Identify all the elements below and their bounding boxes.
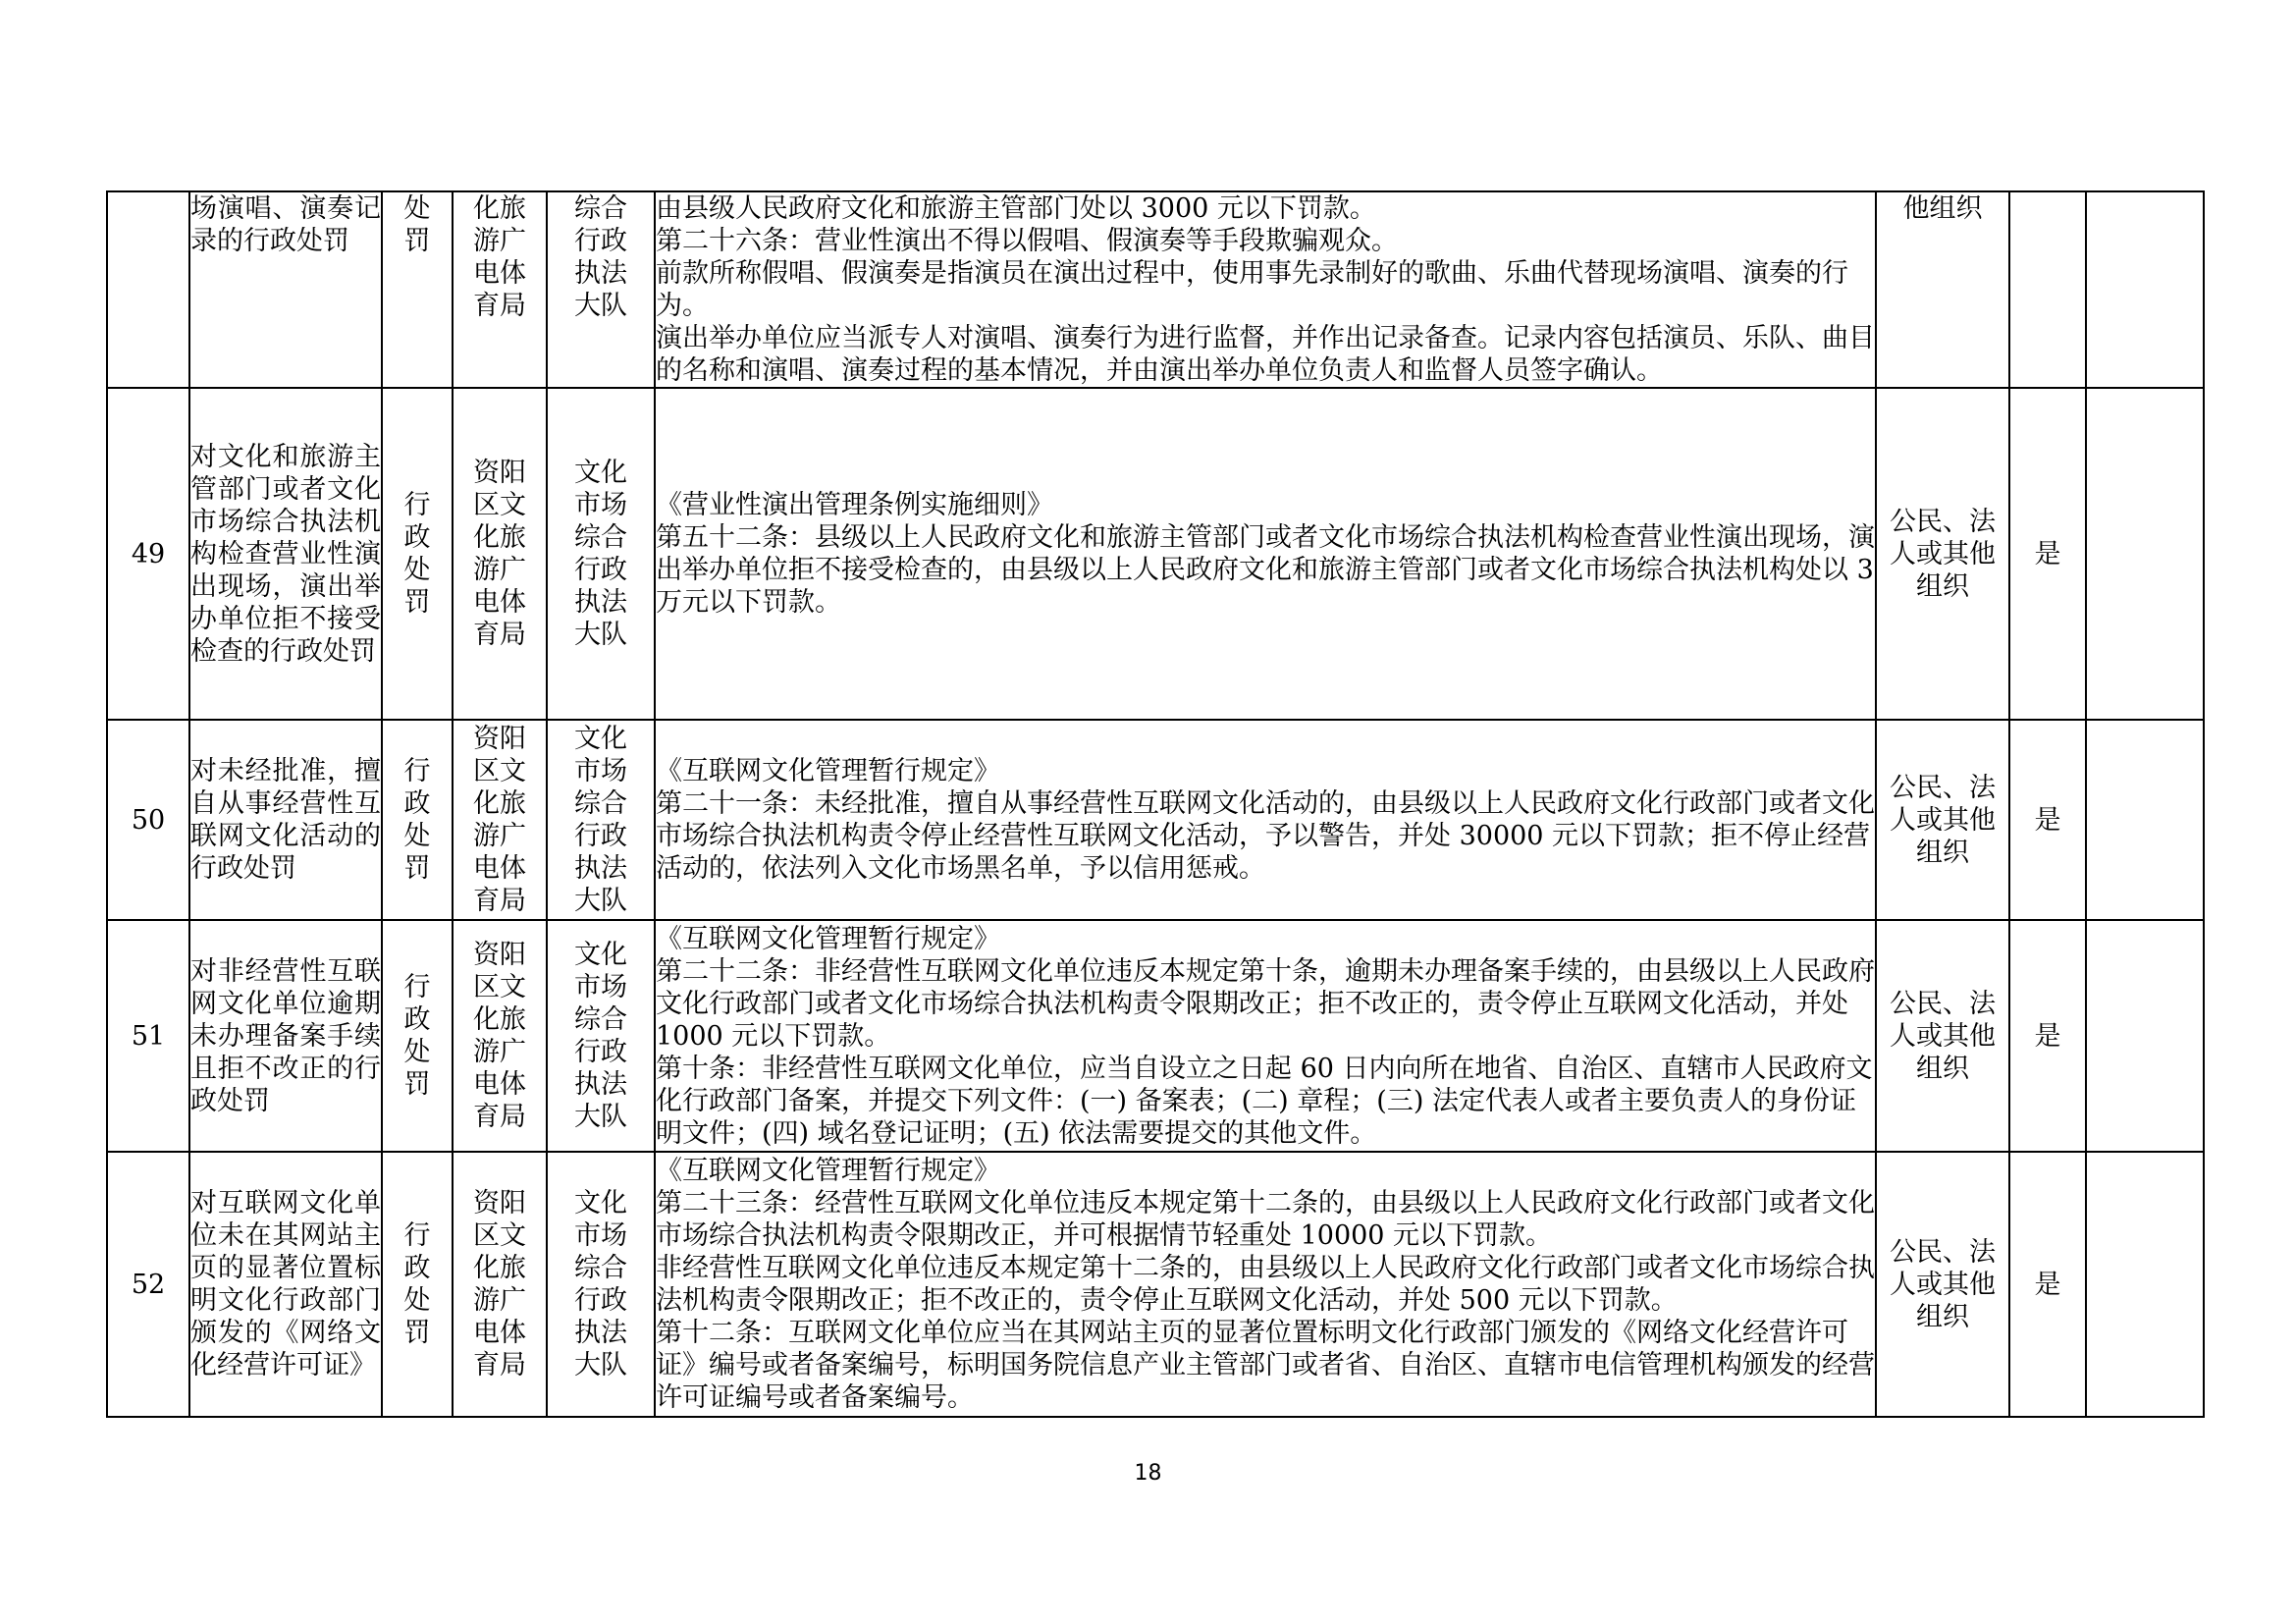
implementing-unit-line: 育局 [473,1102,526,1132]
responsible-department-line: 行政 [574,1037,627,1067]
table-row [107,1152,2204,1417]
legal-basis-paragraph: 前款所称假唱、假演奏是指演员在演出过程中，使用事先录制好的歌曲、乐曲代替现场演唱、演奏的行为。 [656,258,1848,321]
responsible-department-line: 执法 [574,1069,627,1100]
responsible-department-line: 大队 [574,1102,627,1132]
responsible-department-line: 综合 [574,788,627,819]
implementing-unit-line: 化旅 [473,193,526,224]
responsible-department [547,1152,655,1417]
item-type-char: 处 [403,1285,431,1316]
item-type-char: 政 [403,1253,431,1283]
target-object: 公民、法人或其他组织 [1876,920,2009,1152]
legal-basis-paragraph: 《互联网文化管理暂行规定》 [656,1156,1000,1186]
responsible-department-line: 执法 [574,853,627,884]
implementing-unit-line: 资阳 [473,940,526,970]
legal-basis [655,388,1876,720]
implementing-unit-line: 游广 [473,226,526,256]
responsible-department-line: 行政 [574,821,627,851]
implementing-unit-line: 游广 [473,1037,526,1067]
responsible-department-line: 大队 [574,886,627,916]
implementing-unit-line: 区文 [473,756,526,786]
legal-basis-paragraph: 第二十六条：营业性演出不得以假唱、假演奏等手段欺骗观众。 [656,226,1398,256]
table-row [107,191,2204,388]
legal-basis-paragraph: 第十二条：互联网文化单位应当在其网站主页的显著位置标明文化行政部门颁发的《网络文化经营许可证》编号或者备案编号，标明国务院信息产业主管部门或者省、自治区、直辖市电信管理机构颁发的经营许可证编号或者备案编号。 [656,1318,1875,1413]
implementing-unit-line: 育局 [473,291,526,321]
item-type-char: 政 [403,1004,431,1035]
legal-basis [655,191,1876,388]
implementing-unit-line: 游广 [473,1285,526,1316]
responsible-department-line: 市场 [574,972,627,1002]
item-type [382,388,453,720]
legal-basis [655,920,1876,1152]
implementing-unit-line: 资阳 [473,458,526,488]
item-type [382,920,453,1152]
responsible-department [547,920,655,1152]
implementing-unit-line: 区文 [473,490,526,520]
applicable-flag: 是 [2009,720,2086,920]
row-number [107,191,189,388]
row-number: 51 [107,920,189,1152]
implementing-unit-line: 电体 [473,258,526,289]
legal-basis-paragraph: 《营业性演出管理条例实施细则》 [656,490,1053,520]
item-type-char: 行 [403,490,431,520]
target-object: 他组织 [1876,191,2009,388]
responsible-department [547,720,655,920]
punishment-table [106,190,2205,1418]
applicable-flag: 是 [2009,1152,2086,1417]
item-type-char: 行 [403,1220,431,1251]
item-type-char: 罚 [403,1069,431,1100]
implementing-unit-line: 资阳 [473,724,526,754]
applicable-flag: 是 [2009,920,2086,1152]
responsible-department-line: 行政 [574,1285,627,1316]
row-number: 50 [107,720,189,920]
remarks-cell [2086,920,2204,1152]
row-number: 49 [107,388,189,720]
responsible-department-line: 市场 [574,490,627,520]
page-number: 18 [1134,1461,1162,1486]
responsible-department [547,388,655,720]
responsible-department-line: 文化 [574,940,627,970]
item-type [382,720,453,920]
responsible-department-line: 综合 [574,522,627,553]
legal-basis-paragraph: 《互联网文化管理暂行规定》 [656,923,1000,954]
item-type-char: 处 [403,1037,431,1067]
responsible-department-line: 执法 [574,1318,627,1348]
item-type-char: 处 [403,821,431,851]
implementing-unit-line: 区文 [473,1220,526,1251]
applicable-flag: 是 [2009,388,2086,720]
implementing-unit-line: 化旅 [473,788,526,819]
table-row [107,920,2204,1152]
item-name: 场演唱、演奏记录的行政处罚 [189,191,382,388]
item-name: 对非经营性互联网文化单位逾期未办理备案手续且拒不改正的行政处罚 [189,920,382,1152]
target-object: 公民、法人或其他组织 [1876,388,2009,720]
item-name: 对文化和旅游主管部门或者文化市场综合执法机构检查营业性演出现场，演出举办单位拒不接受检查的行政处罚 [189,388,382,720]
item-name: 对互联网文化单位未在其网站主页的显著位置标明文化行政部门颁发的《网络文化经营许可证》 [189,1152,382,1417]
legal-basis-paragraph: 非经营性互联网文化单位违反本规定第十二条的，由县级以上人民政府文化行政部门或者文化市场综合执法机构责令限期改正；拒不改正的，责令停止互联网文化活动，并处 500 元以下罚款。 [656,1253,1875,1316]
legal-basis-paragraph: 第十条：非经营性互联网文化单位，应当自设立之日起 60 日内向所在地省、自治区、直辖市人民政府文化行政部门备案，并提交下列文件：(一) 备案表；(二) 章程；(三) 法定代表人或者主要负责人的身份证明文件；(四) 域名登记证明；(五) 依法需要提交的其他文件。 [656,1053,1873,1149]
table-row [107,720,2204,920]
implementing-unit [453,1152,547,1417]
responsible-department-line: 文化 [574,1188,627,1218]
item-type-char: 行 [403,972,431,1002]
item-type [382,191,453,388]
responsible-department-line: 行政 [574,226,627,256]
item-type-char: 政 [403,788,431,819]
implementing-unit-line: 电体 [473,587,526,618]
item-type-char: 处 [403,193,431,224]
responsible-department-line: 大队 [574,620,627,650]
target-object: 公民、法人或其他组织 [1876,1152,2009,1417]
implementing-unit [453,720,547,920]
implementing-unit-line: 区文 [473,972,526,1002]
implementing-unit-line: 游广 [473,555,526,585]
responsible-department-line: 综合 [574,193,627,224]
implementing-unit-line: 育局 [473,1350,526,1380]
legal-basis [655,1152,1876,1417]
implementing-unit-line: 育局 [473,886,526,916]
responsible-department [547,191,655,388]
implementing-unit-line: 游广 [473,821,526,851]
item-type [382,1152,453,1417]
item-type-char: 行 [403,756,431,786]
responsible-department-line: 行政 [574,555,627,585]
legal-basis [655,720,1876,920]
implementing-unit-line: 电体 [473,1318,526,1348]
implementing-unit-line: 电体 [473,853,526,884]
remarks-cell [2086,1152,2204,1417]
implementing-unit [453,191,547,388]
implementing-unit-line: 化旅 [473,522,526,553]
responsible-department-line: 综合 [574,1004,627,1035]
item-type-char: 罚 [403,1318,431,1348]
item-type-char: 罚 [403,226,431,256]
implementing-unit-line: 资阳 [473,1188,526,1218]
responsible-department-line: 综合 [574,1253,627,1283]
remarks-cell [2086,720,2204,920]
implementing-unit-line: 电体 [473,1069,526,1100]
legal-basis-paragraph: 《互联网文化管理暂行规定》 [656,756,1000,786]
implementing-unit-line: 化旅 [473,1253,526,1283]
responsible-department-line: 文化 [574,724,627,754]
legal-basis-paragraph: 第二十三条：经营性互联网文化单位违反本规定第十二条的，由县级以上人民政府文化行政部门或者文化市场综合执法机构责令限期改正，并可根据情节轻重处 10000 元以下罚款。 [656,1188,1875,1251]
applicable-flag [2009,191,2086,388]
responsible-department-line: 文化 [574,458,627,488]
responsible-department-line: 执法 [574,258,627,289]
legal-basis-paragraph: 演出举办单位应当派专人对演唱、演奏行为进行监督，并作出记录备查。记录内容包括演员、乐队、曲目的名称和演唱、演奏过程的基本情况，并由演出举办单位负责人和监督人员签字确认。 [656,323,1875,386]
responsible-department-line: 大队 [574,1350,627,1380]
table-row [107,388,2204,720]
row-number: 52 [107,1152,189,1417]
item-type-char: 罚 [403,587,431,618]
implementing-unit [453,388,547,720]
legal-basis-paragraph: 由县级人民政府文化和旅游主管部门处以 3000 元以下罚款。 [656,193,1376,224]
implementing-unit [453,920,547,1152]
responsible-department-line: 市场 [574,756,627,786]
implementing-unit-line: 育局 [473,620,526,650]
legal-basis-paragraph: 第二十二条：非经营性互联网文化单位违反本规定第十条，逾期未办理备案手续的，由县级以上人民政府文化行政部门或者文化市场综合执法机构责令限期改正；拒不改正的，责令停止互联网文化活动，并处 1000 元以下罚款。 [656,955,1875,1052]
legal-basis-paragraph: 第二十一条：未经批准，擅自从事经营性互联网文化活动的，由县级以上人民政府文化行政部门或者文化市场综合执法机构责令停止经营性互联网文化活动，予以警告，并处 30000 元以下罚款；拒不停止经营活动的，依法列入文化市场黑名单，予以信用惩戒。 [656,788,1875,884]
responsible-department-line: 市场 [574,1220,627,1251]
item-name: 对未经批准，擅自从事经营性互联网文化活动的行政处罚 [189,720,382,920]
target-object: 公民、法人或其他组织 [1876,720,2009,920]
legal-basis-paragraph: 第五十二条：县级以上人民政府文化和旅游主管部门或者文化市场综合执法机构检查营业性演出现场，演出举办单位拒不接受检查的，由县级以上人民政府文化和旅游主管部门或者文化市场综合执法机构处以 3 万元以下罚款。 [656,522,1875,618]
remarks-cell [2086,388,2204,720]
implementing-unit-line: 化旅 [473,1004,526,1035]
remarks-cell [2086,191,2204,388]
responsible-department-line: 执法 [574,587,627,618]
item-type-char: 处 [403,555,431,585]
item-type-char: 罚 [403,853,431,884]
responsible-department-line: 大队 [574,291,627,321]
item-type-char: 政 [403,522,431,553]
